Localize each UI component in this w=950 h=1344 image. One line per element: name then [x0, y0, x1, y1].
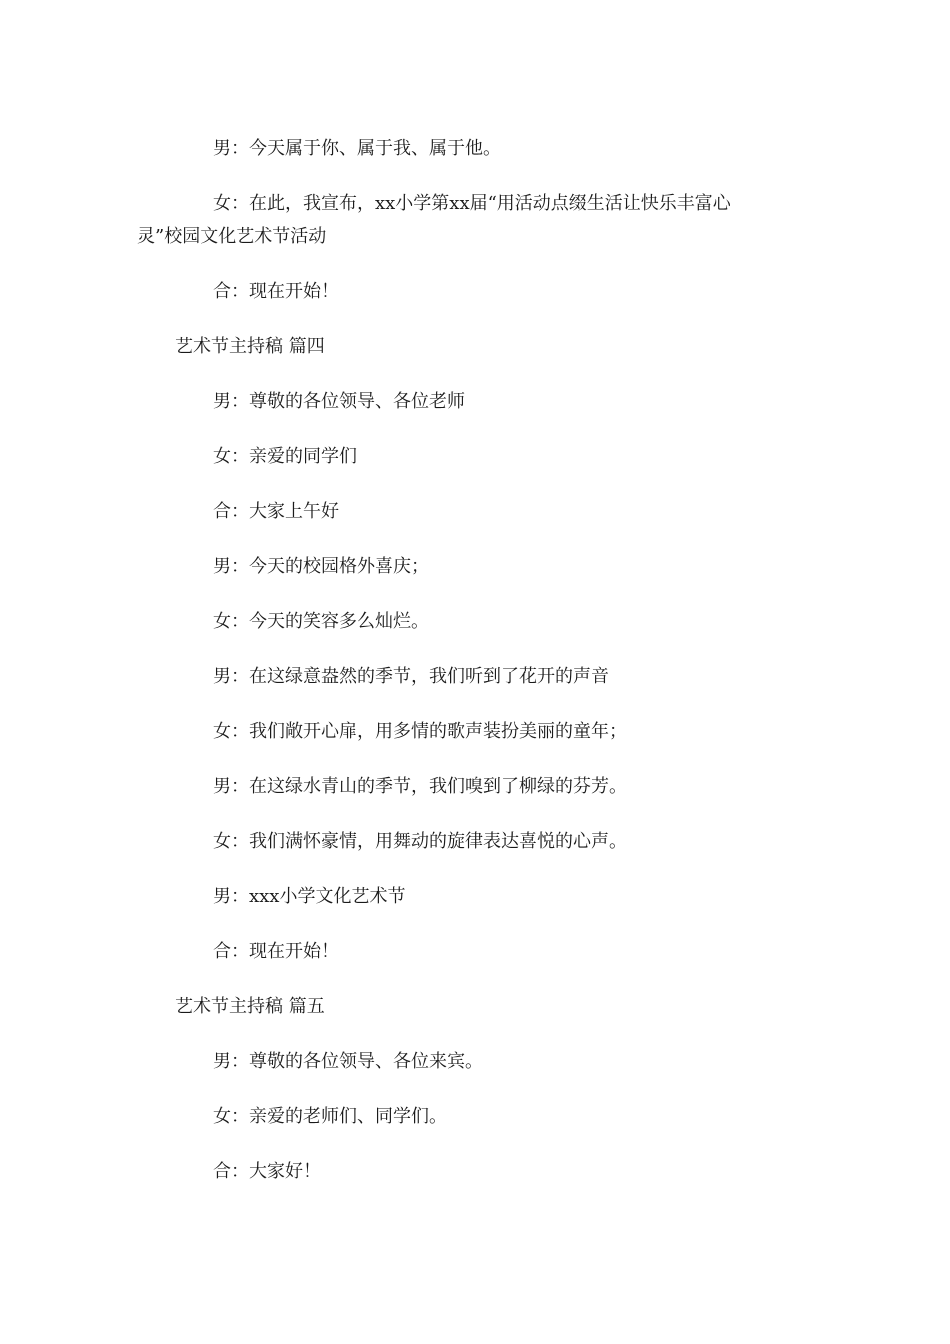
paragraph-female-announcement-continued: 灵”校园文化艺术节活动 — [137, 226, 327, 247]
section-heading-part-4: 艺术节主持稿 篇四 — [175, 336, 325, 357]
paragraph-female-announcement: 女：在此，我宣布，xx小学第xx届“用活动点缀生活让快乐丰富心 — [213, 193, 731, 214]
paragraph-female-greeting: 女：亲爱的同学们 — [213, 446, 357, 467]
paragraph-chorus-hello: 合：大家好！ — [213, 1161, 321, 1182]
paragraph-male-flowers: 男：在这绿意盎然的季节，我们听到了花开的声音 — [213, 666, 609, 687]
paragraph-female-songs: 女：我们敞开心扉，用多情的歌声装扮美丽的童年； — [213, 721, 627, 742]
paragraph-chorus-start-1: 合：现在开始！ — [213, 281, 339, 302]
paragraph-male-greeting: 男：尊敬的各位领导、各位老师 — [213, 391, 465, 412]
paragraph-female-smiles: 女：今天的笑容多么灿烂。 — [213, 611, 429, 632]
paragraph-female-dance: 女：我们满怀豪情，用舞动的旋律表达喜悦的心声。 — [213, 831, 627, 852]
paragraph-female-welcome: 女：亲爱的老师们、同学们。 — [213, 1106, 447, 1127]
paragraph-male-campus: 男：今天的校园格外喜庆； — [213, 556, 429, 577]
paragraph-male-welcome: 男：尊敬的各位领导、各位来宾。 — [213, 1051, 483, 1072]
paragraph-chorus-greeting: 合：大家上午好 — [213, 501, 339, 522]
paragraph-chorus-start-2: 合：现在开始！ — [213, 941, 339, 962]
paragraph-male-festival: 男：xxx小学文化艺术节 — [213, 886, 406, 907]
section-heading-part-5: 艺术节主持稿 篇五 — [175, 996, 325, 1017]
paragraph-male-line-1: 男：今天属于你、属于我、属于他。 — [213, 138, 501, 159]
paragraph-male-willows: 男：在这绿水青山的季节，我们嗅到了柳绿的芬芳。 — [213, 776, 627, 797]
